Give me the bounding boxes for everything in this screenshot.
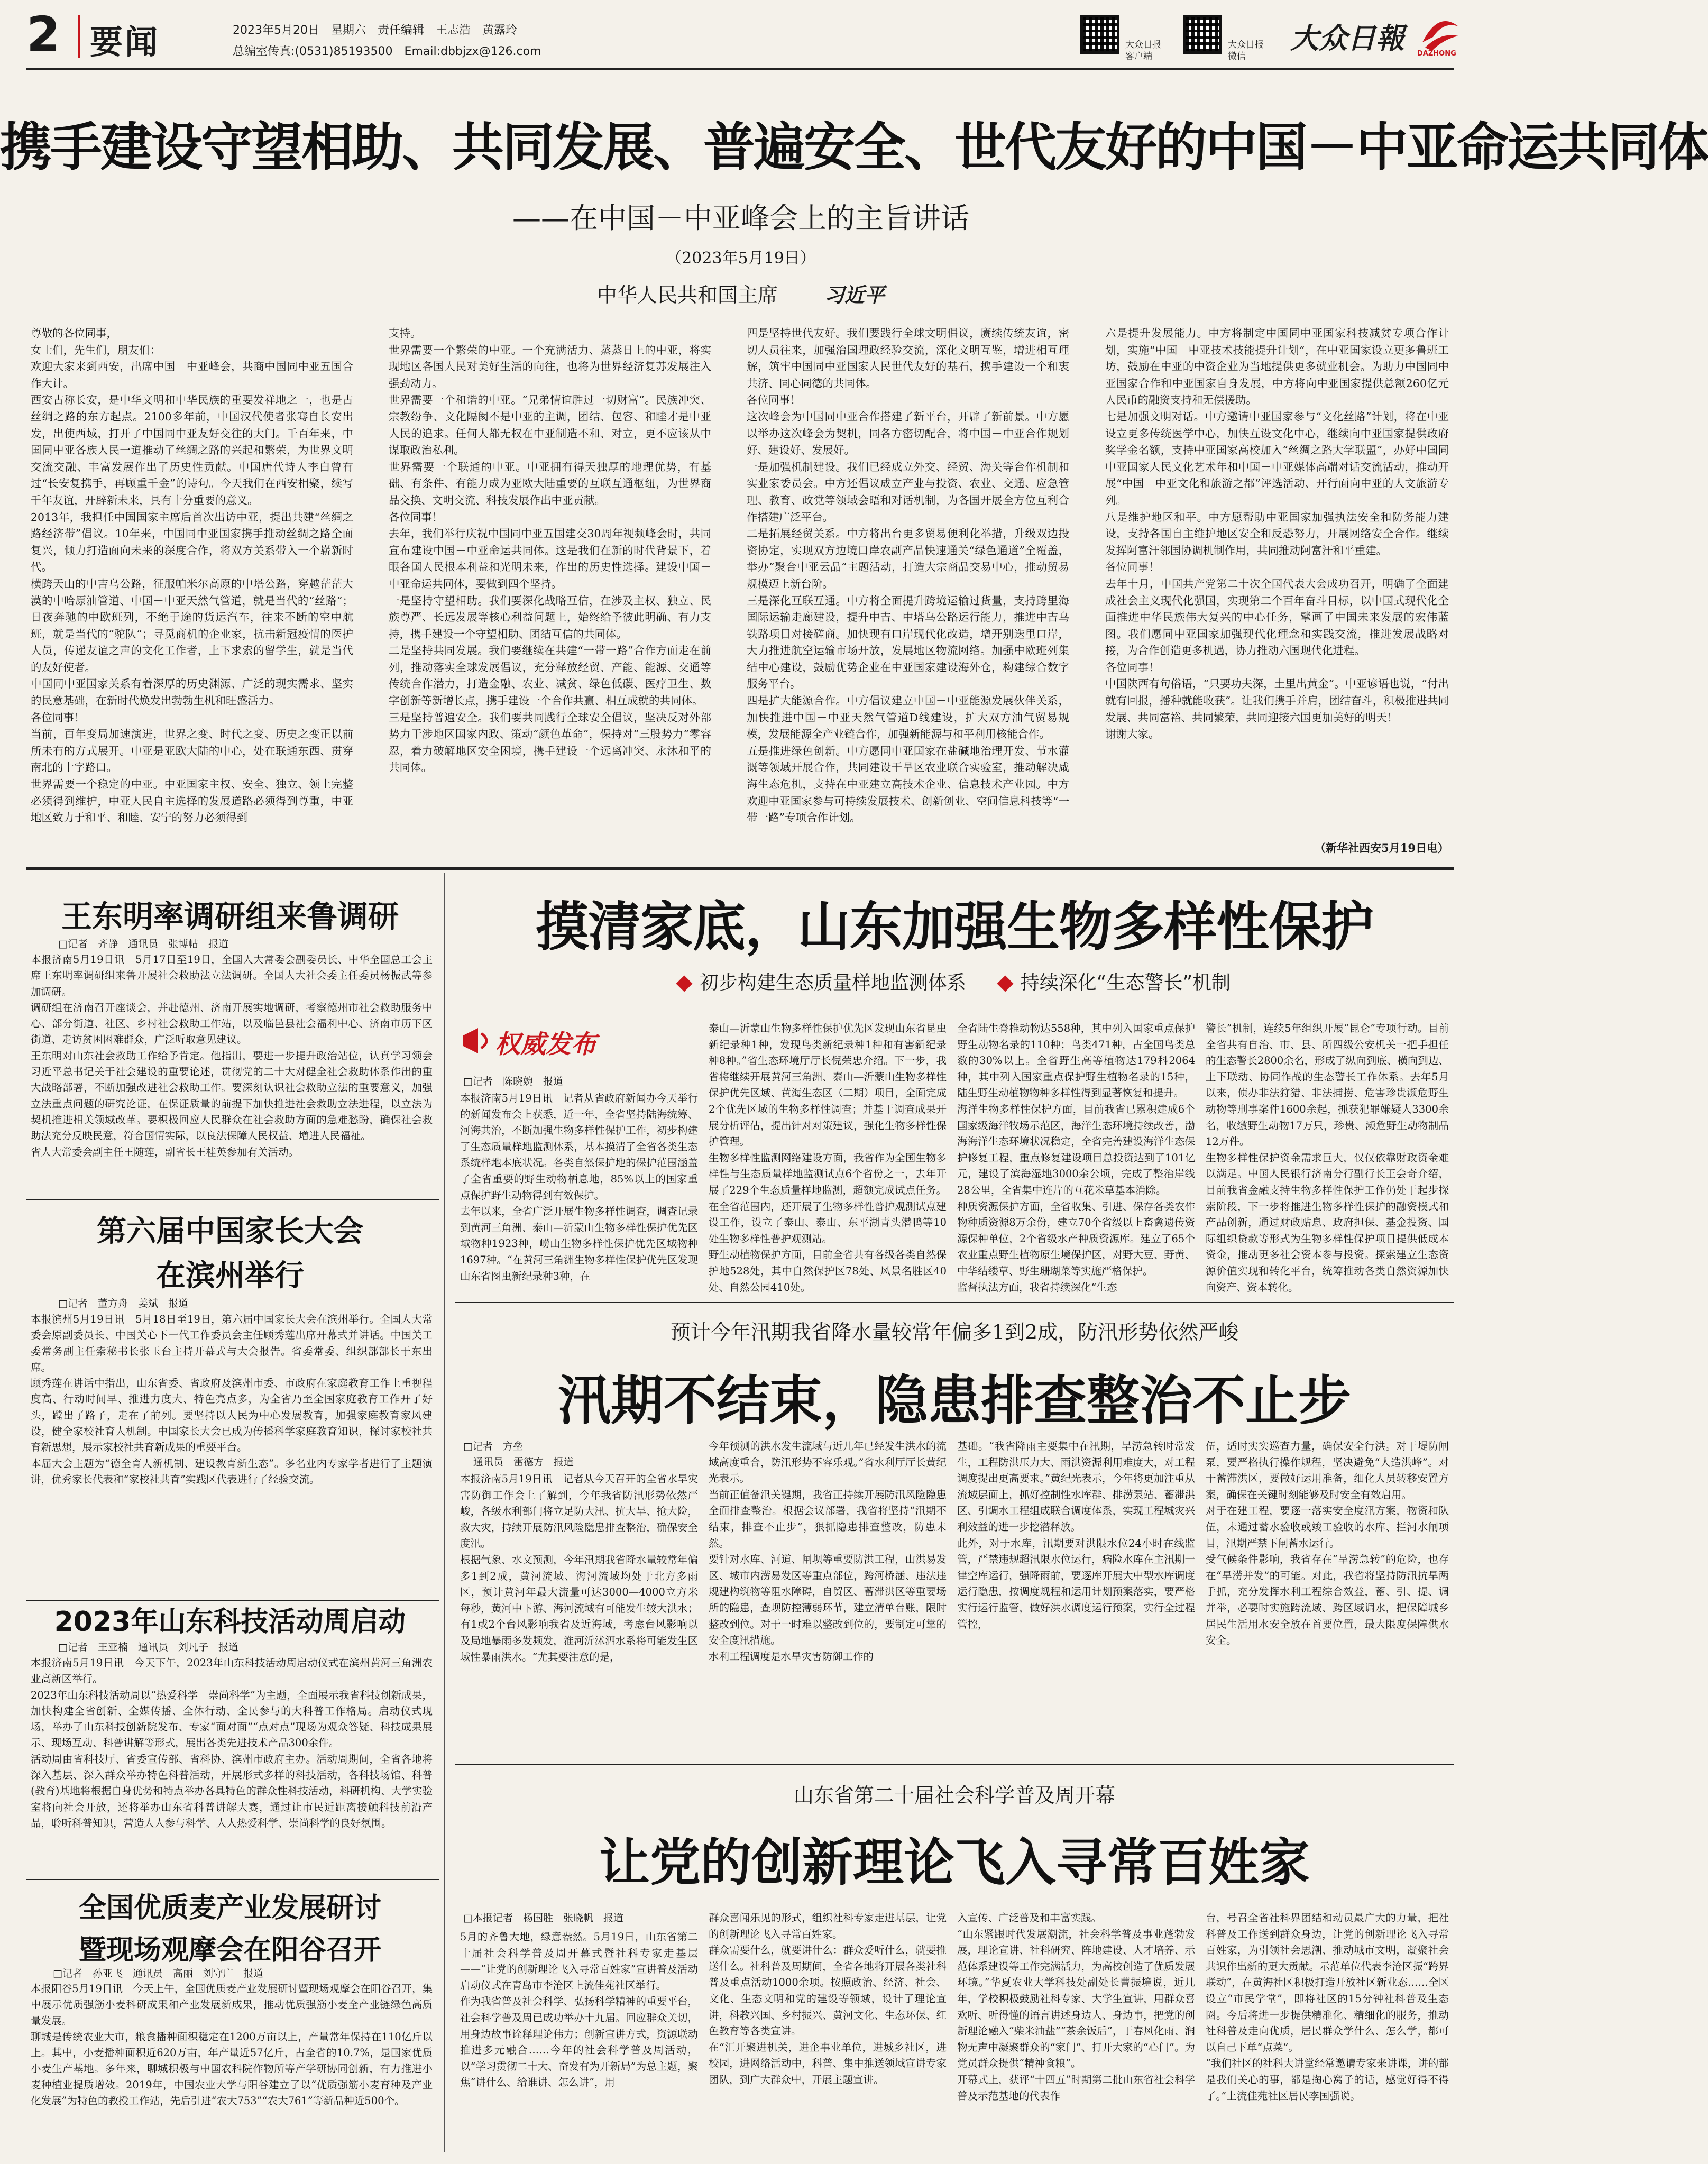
biodiversity-column-1: 本报济南5月19日讯 记者从省政府新闻办今天举行的新闻发布会上获悉，近一年，全省坚持陆海统筹、河海共治，不断加强生物多样性保护工作，初步构建了生态质量样地监测体系，基本摸清了全省各类生态系统样地本底状况。各类自然保护地的保护范围涵盖了全省重要的野生动物栖息地，85%以上的国家重点保护野生动物得到有效保护。 去年以来，全省广泛开展生物多样性调查，调查记录到黄河三角洲、泰山—沂蒙山生物多样性保护优先区域物种1923种，崂山生物多样性保护优先区域物种1697种。“在黄河三角洲生物多样性保护优先区发现山东省图虫新纪录种3种，在: [460, 1092, 698, 1282]
social-science-kicker: 山东省第二十届社会科学普及周开幕: [793, 1784, 1115, 1807]
story4-headline-line2: 暨现场观摩会在阳谷召开: [78, 1934, 381, 1966]
story1-body: 本报济南5月19日讯 5月17日至19日，全国人大常委会副委员长、中华全国总工会主席王东明率调研组来鲁开展社会救助法立法调研。全国人大社会委主任委员杨振武等参加调研。 调研组在济南召开座谈会，并赴德州、济南开展实地调研，考察德州市社会救助服务中心、部分街道、社区、乡村社会救助工作站，以及临邑县社会福利中心、济南市历下区街道、走访贫困困难群众，广泛听取意见建议。 王东明对山东社会救助工作给予肯定。他指出，要进一步提升政治站位，认真学习领会习近平总书记关于社会建设的重要论述，贯彻党的二十大对健全社会救助体系作出的重大战略部署，不断加强改进社会救助工作。要深刻认识社会救助立法的重要意义，加强立法重点问题的研究论证，在保证质量的前提下加快推进社会救助立法进程，以立法为契机推进相关领域改革。要积极回应人民群众在社会救助方面的急难愁盼，确保社会救助法充分反映民意，符合国情实际，以良法保障人民权益、增进人民福祉。 省人大常委会副主任王随莲，副省长王桂英参加有关活动。: [31, 953, 433, 1158]
story1-bottom-rule: [26, 1199, 439, 1200]
biodiversity-column-2: 泰山—沂蒙山生物多样性保护优先区发现山东省昆虫新纪录种1种，发现鸟类新纪录种1种和有害新纪录种8种。”省生态环境厅厅长倪荣忠介绍。下一步，我省将继续开展黄河三角洲、泰山—沂蒙山生物多样性保护优先区域、黄海生态区（二期）项目，全面完成2个优先区域的生物多样性调查；并基于调查成果开展分析评估，提出针对对策建议，强化生物多样性保护管理。 生物多样性监测网络建设方面，我省作为全国生物多样性与生态质量样地监测试点6个省份之一，去年开展了229个生态质量样地监测，超额完成试点任务。在全省范围内，还开展了生物多样性普护观测试点建设工作，设立了泰山、泰山、东平湖青头潜鸭等10处生物多样性普护观测站。 野生动植物保护方面，目前全省共有各级各类自然保护地528处，其中自然保护区78处、风景名胜区40处、自然公园410处。: [709, 1022, 947, 1294]
lead-author: [0, 279, 1482, 308]
biodiversity-bullet-2: 持续深化“生态警长”机制: [1020, 972, 1231, 994]
newspaper-logo: [1290, 16, 1465, 58]
logo-text: 大众日報: [1290, 21, 1404, 55]
masthead-divider-vertical: [78, 15, 80, 58]
biodiversity-bullet-1: 初步构建生态质量样地监测体系: [699, 972, 966, 994]
lead-column-2: 支持。 世界需要一个繁荣的中亚。一个充满活力、蒸蒸日上的中亚，将实现地区各国人民对美好生活的向往，也将为世界经济复苏发展注入强劲动力。 世界需要一个和谐的中亚。“兄弟情谊胜过一切财富”。民族冲突、宗教纷争、文化隔阂不是中亚的主调，团结、包容、和睦才是中亚人民的追求。任何人都无权在中亚制造不和、对立，更不应该从中谋取政治私利。 世界需要一个联通的中亚。中亚拥有得天独厚的地理优势，有基础、有条件、有能力成为亚欧大陆重要的互联互通枢纽，为世界商品交换、文明交流、科技发展作出中亚贡献。 各位同事！ 去年，我们举行庆祝中国同中亚五国建交30周年视频峰会时，共同宣布建设中国－中亚命运共同体。这是我们在新的时代背景下，着眼各国人民根本利益和光明未来，作出的历史性选择。建设中国－中亚命运共同体，要做到四个坚持。 一是坚持守望相助。我们要深化战略互信，在涉及主权、独立、民族尊严、长远发展等核心利益问题上，始终给予彼此明确、有力支持，携手建设一个守望相助、团结互信的共同体。 二是坚持共同发展。我们要继续在共建“一带一路”合作方面走在前列，推动落实全球发展倡议，充分释放经贸、产能、能源、交通等传统合作潜力，打造金融、农业、减贫、绿色低碳、医疗卫生、数字创新等新增长点，携手建设一个合作共赢、相互成就的共同体。 三是坚持普遍安全。我们要共同践行全球安全倡议，坚决反对外部势力干涉地区国家内政、策动“颜色革命”，保持对“三股势力”零容忍，着力破解地区安全困境，携手建设一个远离冲突、永沐和平的共同体。: [389, 327, 711, 774]
bullet-diamond-icon: [676, 975, 692, 992]
section-title: 要闻: [90, 23, 160, 61]
story3-byline: □记者 王亚楠 通讯员 刘凡子 报道: [58, 1642, 238, 1653]
flood-byline: □记者 方垒 通讯员 雷德方 报道: [463, 1441, 574, 1468]
lead-bottom-rule: [26, 867, 1454, 870]
social-science-column-2: 入宣传、广泛普及和丰富实践。 “山东紧跟时代发展潮流，社会科学普及事业蓬勃发展，理论宣讲、社科研究、阵地建设、人才培养、示范体系建设等工作完满活力，为高校创造了优质发展环境。”华夏农业大学科技处副处长曹振境说，近几年，学校积极鼓励社科专家、大学生宣讲，用群众喜欢听、听得懂的语言讲述身边人、身边事，把党的创新理论融入“柴米油盐”“茶余饭后”，于春风化雨、润物无声中凝聚群众的“家门”、打开大家的“心门”。为党员群众提供“精神食粮”。 开幕式上，获评“十四五”时期第二批山东省社会科学普及示范基地的代表作: [957, 1912, 1195, 2102]
flood-headline: 汛期不结束，隐患排查整治不止步: [558, 1370, 1351, 1432]
lead-headline: 携手建设守望相助、共同发展、普遍安全、世代友好的中国－中亚命运共同体: [0, 117, 1708, 178]
story2-byline: □记者 董方舟 姜斌 报道: [58, 1298, 188, 1309]
story4-headline-line1: 全国优质麦产业发展研讨: [78, 1892, 381, 1924]
social-science-column-1: 群众喜闻乐见的形式，组织社科专家走进基层，让党的创新理论飞入寻常百姓家。 群众需要什么，就要讲什么：群众爱听什么，就要推送什么。社科普及周期间，全省各地将开展各类社科普及重点活动1000余项。按照政治、经济、社会、文化、生态文明和党的建设等领域，设计了理论宣讲，科教兴国、乡村振兴、黄河文化、生态环保、红色教育等各类宣讲。 在“汇开聚进机关，进企事业单位，进城乡社区，进校园，进网络活动中，科普、集中推送领域宣讲专家团队，到广大群众中，开展主题宣讲。: [709, 1912, 947, 2086]
lead-author-title: 中华人民共和国主席: [596, 283, 778, 307]
masthead-rule: [26, 68, 1454, 70]
social-science-column-3: 台，号召全省社科界团结和动员最广大的力量，把社科普及工作送到群众身边，让党的创新理论飞入寻常百姓家，为引领社会思潮、推动城市文明，凝聚社会共识作出新的更大贡献。示范单位代表李沧区振“跨界联动”，在黄海社区积极打造开放社区新业态……全区设立“市民学堂”，即将社区的15分钟社科普及生态圈。今后将进一步提供精准化、精细化的服务，推动社科普及走向优质，居民群众学什么、怎么学，都可以自己下单“点菜”。 “我们社区的社科大讲堂经常邀请专家来讲课，讲的都是我们关心的事，都是掏心窝子的话，感觉好得不得了。”上流佳苑社区居民李国强说。: [1206, 1912, 1449, 2102]
lead-column-3: 四是坚持世代友好。我们要践行全球文明倡议，赓续传统友谊，密切人员往来，加强治国理政经验交流，深化文明互鉴，增进相互理解，筑牢中国同中亚国家人民世代友好的基石，携手建设一个和衷共济、同心同德的共同体。 各位同事！ 这次峰会为中国同中亚合作搭建了新平台，开辟了新前景。中方愿以举办这次峰会为契机，同各方密切配合，将中国－中亚合作规划好、建设好、发展好。 一是加强机制建设。我们已经成立外交、经贸、海关等合作机制和实业家委员会。中方还倡议成立产业与投资、农业、交通、应急管理、教育、政党等领域会晤和对话机制，为各国开展全方位互利合作搭建广泛平台。 二是拓展经贸关系。中方将出台更多贸易便利化举措，升级双边投资协定，实现双方边境口岸农副产品快速通关“绿色通道”全覆盖，举办“聚合中亚云品”主题活动，打造大宗商品交易中心，推动贸易规模迈上新台阶。 三是深化互联互通。中方将全面提升跨境运输过货量，支持跨里海国际运输走廊建设，提升中吉、中塔乌公路运行能力，推进中吉乌铁路项目对接磋商。加快现有口岸现代化改造，增开别迭里口岸，大力推进航空运输市场开放，发展地区物流网络。加强中欧班列集结中心建设，鼓励优势企业在中亚国家建设海外仓，构建综合数字服务平台。 四是扩大能源合作。中方倡议建立中国－中亚能源发展伙伴关系，加快推进中国－中亚天然气管道D线建设，扩大双方油气贸易规模，发展能源全产业链合作，加强新能源与和平利用核能合作。 五是推进绿色创新。中方愿同中亚国家在盐碱地治理开发、节水灌溉等领域开展合作，共同建设干旱区农业联合实验室，推动解决咸海生态危机，支持在中亚建立高技术企业、信息技术产业园。中方欢迎中亚国家参与可持续发展技术、创新创业、空间信息科技等“一带一路”专项合作计划。: [747, 327, 1069, 824]
story2-headline-line2: 在滨州举行: [156, 1259, 304, 1293]
story3-bottom-rule: [26, 1879, 439, 1880]
lead-author-name: 习近平: [824, 283, 885, 307]
qr-code-wechat: [1183, 15, 1222, 54]
page-number: 2: [26, 6, 61, 63]
lead-column-1: 尊敬的各位同事， 女士们，先生们，朋友们： 欢迎大家来到西安，出席中国－中亚峰会，共商中国同中亚五国合作大计。 西安古称长安，是中华文明和中华民族的重要发祥地之一，也是古丝绸之路的东方起点。2100多年前，中国汉代使者张骞自长安出发，出使西域，打开了中国同中亚友好交往的大门。千百年来，中国同中亚各族人民一道推动了丝绸之路的兴起和繁荣，为世界文明交流交融、丰富发展作出了历史性贡献。中国唐代诗人李白曾有过“长安复携手，再顾重千金”的诗句。今天我们在西安相聚，续写千年友谊，开辟新未来，具有十分重要的意义。 2013年，我担任中国国家主席后首次出访中亚，提出共建“丝绸之路经济带”倡议。10年来，中国同中亚国家携手推动丝绸之路全面复兴，倾力打造面向未来的深度合作，将双方关系带入一个崭新时代。 横跨天山的中吉乌公路，征服帕米尔高原的中塔公路，穿越茫茫大漠的中哈原油管道、中国－中亚天然气管道，就是当代的“丝路”；日夜奔驰的中欧班列，不绝于途的货运汽车，往来不断的空中航班，就是当代的“驼队”；寻觅商机的企业家，抗击新冠疫情的医护人员，传递友谊之声的文化工作者，上下求索的留学生，就是当代的友好使者。 中国同中亚国家关系有着深厚的历史渊源、广泛的现实需求、坚实的民意基础，在新时代焕发出勃勃生机和旺盛活力。 各位同事！ 当前，百年变局加速演进，世界之变、时代之变、历史之变正以前所未有的方式展开。中亚是亚欧大陆的中心，处在联通东西、贯穿南北的十字路口。 世界需要一个稳定的中亚。中亚国家主权、安全、独立、领土完整必须得到维护，中亚人民自主选择的发展道路必须得到尊重，中亚地区致力于和平、和睦、安宁的努力必须得到: [31, 327, 353, 824]
story2-body: 本报滨州5月19日讯 5月18日至19日，第六届中国家长大会在滨州举行。全国人大常委会原副委员长、中国关心下一代工作委员会主任顾秀莲出席开幕式并讲话。中国关工委常务副主任索秘书长张玉台主持开幕式与大会报告。省委常委、组织部部长于东出席。 顾秀莲在讲话中指出，山东省委、省政府及滨州市委、市政府在家庭教育工作上重视程度高、行动时间早、推进力度大、特色亮点多，为全省乃至全国家庭教育工作开了好头，蹚出了路子，走在了前列。要坚持以人民为中心发展教育，加强家庭教育家风建设，健全家校社育人机制。中国家长大会已成为传播科学家庭教育知识，探讨家校社共育新思想，展示家校社共育新成果的重要平台。 本届大会主题为“德全育人新机制、建设教育新生态”。多名业内专家学者进行了主题演讲，优秀家长代表和“家校社共育”实践区代表进行了经验交流。: [31, 1313, 433, 1486]
left-column-divider: [444, 873, 445, 2152]
flood-column-1: 本报济南5月19日讯 记者从今天召开的全省水旱灾害防御工作会上了解到，今年我省防汛形势依然严峻，各级水利部门将立足防大汛、抗大旱、抢大险，救大灾，持续开展防汛风险隐患排查整治，确保安全度汛。 根据气象、水文预测，今年汛期我省降水量较常年偏多1到2成，黄河流域、海河流域均处于北方多雨区，预计黄河年最大流量可达3000—4000立方米每秒，黄河中下游、海河流域有可能发生较大洪水；有1或2个台风影响我省及近海域，考虑台风影响以及局地暴雨多发频发，淮河沂沭泗水系将可能发生区域性暴雨洪水。“尤其要注意的是，: [460, 1473, 698, 1663]
lead-date: （2023年5月19日）: [666, 249, 816, 268]
story1-byline: □记者 齐静 通讯员 张博帖 报道: [58, 938, 228, 950]
biodiversity-column-4: 警长”机制，连续5年组织开展“昆仑”专项行动。目前全省共有自治、市、县、所四级公安机关一把手担任的生态警长2800余名，形成了纵向到底、横向到边、上下联动、协同作战的生态警长工作体系。去年5月以来，侦办非法狩猎、非法捕捞、危害珍贵濒危野生动物等刑事案件1600余起，抓获犯罪嫌疑人3300余名，收缴野生动物17万只，珍贵、濒危野生动物制品12万件。 生物多样性保护资金需求巨大，仅仅依靠财政资金难以满足。中国人民银行济南分行副行长王会奇介绍，目前我省金融支持生物多样性保护工作仍处于起步探索阶段，下一步将推进生物多样性保护的融资模式和产品创新，通过财政贴息、政府担保、基金投资、国际组织贷款等形式为生物多样性保护项目提供低成本资金，推动更多社会资本参与投资。探索建立生态资源价值实现和转化平台，统筹推动各类自然资源加快向资产、资本转化。: [1206, 1022, 1449, 1294]
badge-text: 权威发布: [495, 1030, 597, 1059]
megaphone-icon: [460, 1023, 497, 1060]
story5-byline: □本报记者 杨国胜 张晓帆 报道: [463, 1912, 623, 1924]
story5-body: 5月的齐鲁大地，绿意盎然。5月19日，山东省第二十届社会科学普及周开幕式暨社科专家走基层——“让党的创新理论飞入寻常百姓家”宣讲普及活动启动仪式在青岛市李沧区上流佳苑社区举行。 作为我省普及社会科学、弘扬科学精神的重要平台，社会科学普及周已成功举办十九届。回应群众关切，用身边故事诠释理论伟力；创新宣讲方式，资源联动推进多元融合……今年的社会科学普及周活动，以“学习贯彻二十大、奋发有为开新局”为总主题，聚焦“讲什么、给谁讲、怎么讲”，用: [460, 1931, 698, 2089]
logo-sub: DAZHONG: [1417, 50, 1456, 58]
qr-label-wechat: 大众日报 微信: [1228, 40, 1264, 62]
story2-headline-line1: 第六届中国家长大会: [97, 1214, 363, 1249]
biodiversity-bottom-rule: [455, 1302, 1454, 1303]
masthead-date-line: 2023年5月20日 星期六 责任编辑 王志浩 黄露玲: [233, 24, 517, 37]
biodiversity-byline: □记者 陈晓婉 报道: [463, 1076, 563, 1087]
qr-code-app: [1080, 15, 1119, 54]
bullet-diamond-icon: [997, 975, 1013, 992]
lead-subheadline: ——在中国－中亚峰会上的主旨讲话: [512, 201, 969, 235]
story1-headline: 王东明率调研组来鲁调研: [61, 898, 399, 934]
flood-column-2: 今年预测的洪水发生流域与近几年已经发生洪水的流域高度重合，防汛形势不容乐观。”省水利厅厅长黄纪光表示。 当前正值备汛关键期，我省正持续开展防汛风险隐患全面排查整治。根据会议部署，我省将坚持“汛期不结束，排查不止步”，狠抓隐患排查整改，防患未然。 要针对水库、河道、闸坝等重要防洪工程，山洪易发区、城市内涝易发区等重点部位，跨河桥涵、违法违规建构筑物等阻水障碍，自贸区、蓄滞洪区等重要场所的隐患，查坝防控薄弱环节，建立清单台账，限时整改到位。对于一时难以整改到位的，要制定可靠的安全度汛措施。 水利工程调度是水旱灾害防御工作的: [709, 1440, 947, 1663]
flood-column-3: 基础。“我省降雨主要集中在汛期，旱涝急转时常发生，工程防洪压力大、雨洪资源利用难度大，对工程调度提出更高要求。”黄纪光表示，今年将更加注重从流域层面上，抓好控制性水库群、排涝泵站、蓄滞洪区、引调水工程组成联合调度体系，实现工程城灾兴利效益的进一步挖潜释放。 此外，对于水库，汛期要对洪限水位24小时在线监管，严禁违规超汛限水位运行，病险水库在主汛期一律空库运行，强降雨前，要逐库开展大中型水库调度运行隐患，按调度规程和运用计划预案落实，要严格实行运行监管，做好洪水调度运行预案，实行全过程管控，: [957, 1440, 1195, 1630]
biodiversity-column-3: 全省陆生脊椎动物达558种，其中列入国家重点保护野生动物名录的110种；鸟类471种，占全国鸟类总数的30%以上。全省野生高等植物达179科2064种，其中列入国家重点保护野生植物名录的15种，陆生野生动植物物种多样性得到显著恢复和提升。 海洋生物多样性保护方面，目前我省已累积建成6个国家级海洋牧场示范区，海洋生态环境持续改善，渤海海洋生态环境状况稳定，全省完善建设海洋生态保护修复工程，重点修复建设项目总投资达到了101亿元，建设了滨海湿地3000余公顷，完成了整治岸线28公里，全省集中连片的互花米草基本消除。 种质资源保护方面，全省收集、引进、保存各类农作物种质资源8万余份，建立70个省级以上畜禽遗传资源保种单位，2个省级水产种质资源库。建立了65个农业重点野生植物原生境保护区，对野大豆、野黄、中华结缕草、野生珊瑚菜等实施严格保护。 监督执法方面，我省持续深化“生态: [957, 1022, 1195, 1294]
story4-body: 本报阳谷5月19日讯 今天上午，全国优质麦产业发展研讨暨现场观摩会在阳谷召开，集中展示优质强筋小麦科研成果和产业发展新成果，推动优质强筋小麦全产业链绿色高质量发展。 聊城是传统农业大市，粮食播种面积稳定在1200万亩以上，产量常年保持在110亿斤以上。其中，小麦播种面积近620万亩，年产量近57亿斤，占全省的10.7%，是国家优质小麦生产基地。多年来，聊城积极与中国农科院作物所等产学研协同创新，有力推进小麦种植业提质增效。2019年，中国农业大学与阳谷建立了以“优质强筋小麦育种及产业化发展”为特色的教授工作站，先后引进“农大753”“农大761”等新品种近500个。: [31, 1983, 433, 2107]
flood-kicker: 预计今年汛期我省降水量较常年偏多1到2成，防汛形势依然严峻: [670, 1321, 1239, 1344]
social-science-headline: 让党的创新理论飞入寻常百姓家: [599, 1833, 1310, 1892]
story4-byline: □记者 孙亚飞 通讯员 高丽 刘守广 报道: [53, 1968, 263, 1979]
biodiversity-headline: 摸清家底，山东加强生物多样性保护: [536, 896, 1373, 958]
masthead-contact-line: 总编室传真:(0531)85193500 Email:dbbjzx@126.com: [233, 45, 541, 58]
flood-bottom-rule: [455, 1764, 1454, 1765]
story3-headline: 2023年山东科技活动周启动: [54, 1606, 406, 1638]
lead-source-note: （新华社西安5月19日电）: [1315, 841, 1449, 855]
biodiversity-subheads: [455, 968, 1454, 995]
lead-column-4: 六是提升发展能力。中方将制定中国同中亚国家科技减贫专项合作计划，实施“中国－中亚技术技能提升计划”，在中亚国家设立更多鲁班工坊，鼓励在中亚的中资企业为当地提供更多就业机会。为助力中国同中亚国家合作和中亚国家自身发展，中方将向中亚国家提供总额260亿元人民币的融资支持和无偿援助。 七是加强文明对话。中方邀请中亚国家参与“文化丝路”计划，将在中亚设立更多传统医学中心，加快互设文化中心，继续向中亚国家提供政府奖学金名额，支持中亚国家高校加入“丝绸之路大学联盟”，办好中国同中亚国家人民文化艺术年和中国－中亚媒体高端对话交流活动，推动开展“中国－中亚文化和旅游之都”评选活动、开行面向中亚的人文旅游专列。 八是维护地区和平。中方愿帮助中亚国家加强执法安全和防务能力建设，支持各国自主维护地区安全和反恐努力，开展网络安全合作。继续发挥阿富汗邻国协调机制作用，共同推动阿富汗和平重建。 各位同事！ 去年十月，中国共产党第二十次全国代表大会成功召开，明确了全面建成社会主义现代化强国，实现第二个百年奋斗目标，以中国式现代化全面推进中华民族伟大复兴的中心任务，擘画了中国未来发展的宏伟蓝图。我们愿同中亚国家加强现代化理念和实践交流，推进发展战略对接，为合作创造更多机遇，协力推动六国现代化进程。 各位同事！ 中国陕西有句俗语，“只要功夫深，土里出黄金”。中亚谚语也说，“付出就有回报，播种就能收获”。让我们携手并肩，团结奋斗，积极推进共同发展、共同富裕、共同繁荣，共同迎接六国更加美好的明天！ 谢谢大家。: [1105, 327, 1449, 741]
authoritative-release-badge: [460, 1020, 603, 1062]
story3-body: 本报济南5月19日讯 今天下午，2023年山东科技活动周启动仪式在滨州黄河三角洲农业高新区举行。 2023年山东科技活动周以“热爱科学 崇尚科学”为主题，全面展示我省科技创新成果，加快构建全省创新、全媒传播、全体行动、全民参与的大科普工作格局。启动仪式现场，举办了山东科技创新院发布、专家“面对面”“点对点”现场为观众答疑、科技成果展示、现场互动、科普讲解等形式，展出各类先进技术产品300余件。 活动周由省科技厅、省委宣传部、省科协、滨州市政府主办。活动周期间，全省各地将深入基层、深入群众举办特色科普活动，开展形式多样的科技活动，各科技场馆、科普(教育)基地将根据自身优势和特点举办各具特色的群众性科技活动，科研机构、大学实验室将向社会开放，还将举办山东省科普讲解大赛，通过让市民近距离接触科技前沿产品，聆听科普知识，营造人人参与科学、人人热爱科学、崇尚科学的良好氛围。: [31, 1657, 433, 1829]
qr-label-app: 大众日报 客户端: [1125, 40, 1161, 62]
logo-emblem-icon: [1417, 16, 1459, 53]
flood-column-4: 伍，适时实实巡查力量，确保安全行洪。对于堤防闸泵，要严格执行操作规程，坚决避免“人造洪峰”。对于蓄滞洪区，要做好运用准备，细化人员转移安置方案，确保在关键时刻能够及时安全有效启用。 对于在建工程，要逐一落实安全度汛方案，物资和队伍，未通过蓄水验收或竣工验收的水库、拦河水闸项目，汛期严禁下闸蓄水运行。 受气候条件影响，我省存在“旱涝急转”的危险，也存在“旱涝并发”的可能。对此，我省将坚持防汛抗旱两手抓，充分发挥水利工程综合效益，蓄、引、提、调并举，必要时实施跨流域、跨区域调水，把保障城乡居民生活用水安全放在首要位置，最大限度保障供水安全。: [1206, 1440, 1449, 1647]
